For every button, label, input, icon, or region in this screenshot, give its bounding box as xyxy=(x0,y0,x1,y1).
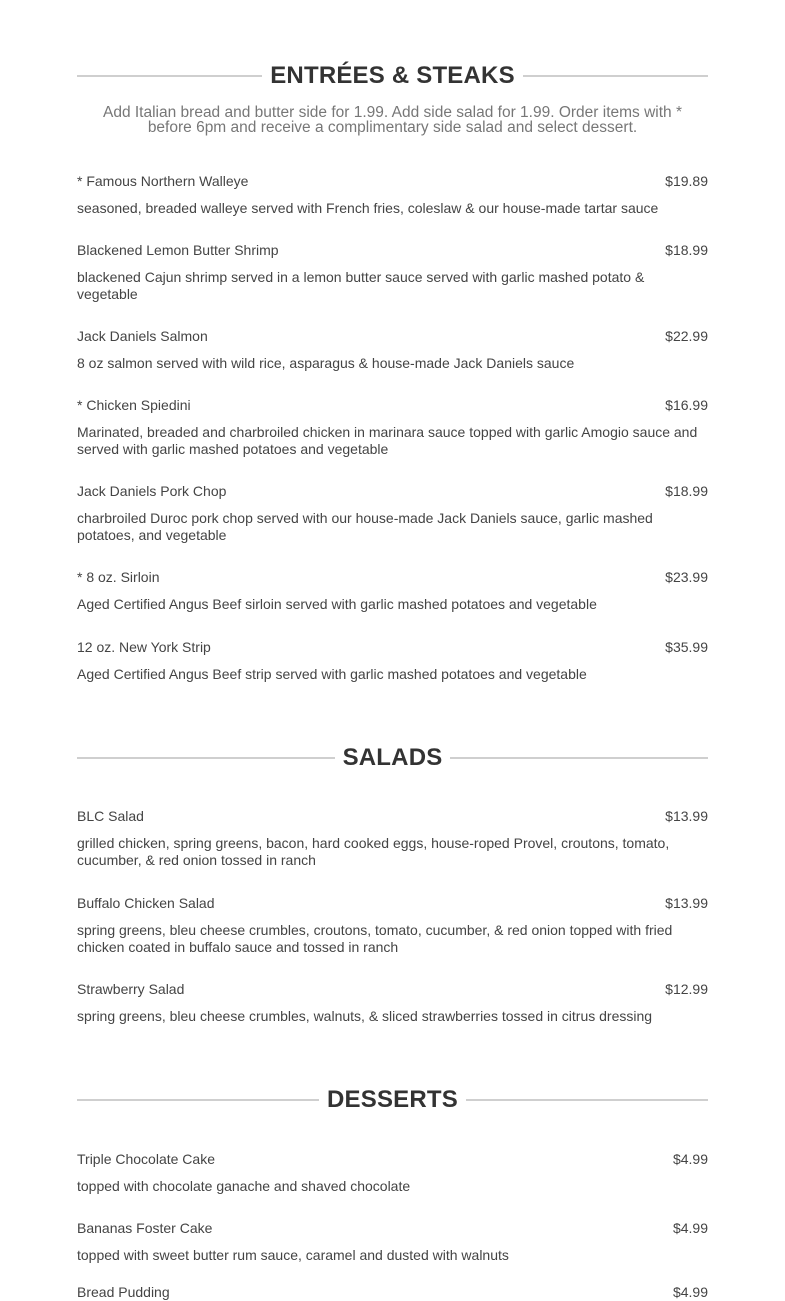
divider-left xyxy=(77,1099,319,1101)
item-price: $12.99 xyxy=(665,981,708,997)
divider-right xyxy=(523,75,708,77)
item-description: Aged Certified Angus Beef strip served with garlic mashed potatoes and vegetable xyxy=(77,666,587,682)
item-name: Strawberry Salad xyxy=(77,981,185,997)
item-description: charbroiled Duroc pork chop served with our house-made Jack Daniels sauce, garlic mashed potatoes, and vegetable xyxy=(77,510,653,543)
menu-item xyxy=(77,1220,708,1264)
menu-item xyxy=(77,328,708,372)
section-header xyxy=(77,61,708,91)
item-price: $13.99 xyxy=(665,895,708,911)
item-price: $22.99 xyxy=(665,328,708,344)
item-name: Blackened Lemon Butter Shrimp xyxy=(77,242,279,258)
item-name: Bread Pudding xyxy=(77,1284,170,1300)
item-description: spring greens, bleu cheese crumbles, walnuts, & sliced strawberries tossed in citrus dressing xyxy=(77,1008,653,1024)
menu-item xyxy=(77,173,708,217)
section-entrees xyxy=(77,61,708,135)
item-description: 8 oz salmon served with wild rice, asparagus & house-made Jack Daniels sauce xyxy=(77,355,575,371)
item-price: $23.99 xyxy=(665,569,708,585)
divider-right xyxy=(466,1099,708,1101)
item-price: $4.99 xyxy=(672,1284,708,1300)
item-price: $4.99 xyxy=(672,1151,708,1167)
section-salads xyxy=(77,743,708,773)
item-name: * Chicken Spiedini xyxy=(77,397,191,413)
menu-item xyxy=(77,639,708,683)
item-name: Jack Daniels Pork Chop xyxy=(77,483,227,499)
item-name: * 8 oz. Sirloin xyxy=(77,569,160,585)
item-price: $18.99 xyxy=(665,483,708,499)
section-header xyxy=(77,743,708,773)
item-description: spring greens, bleu cheese crumbles, croutons, tomato, cucumber, & red onion topped with fried chicken coated in buffalo sauce and tossed in ranch xyxy=(77,922,673,955)
item-price: $13.99 xyxy=(665,808,708,824)
item-name: Triple Chocolate Cake xyxy=(77,1151,215,1167)
menu-item xyxy=(77,808,708,869)
item-price: $16.99 xyxy=(665,397,708,413)
divider-left xyxy=(77,757,335,759)
menu-item xyxy=(77,981,708,1025)
item-description: seasoned, breaded walleye served with French fries, coleslaw & our house-made tartar sauce xyxy=(77,200,659,216)
item-description: blackened Cajun shrimp served in a lemon butter sauce served with garlic mashed potato & vegetable xyxy=(77,269,645,302)
section-desserts xyxy=(77,1085,708,1115)
item-price: $19.89 xyxy=(665,173,708,189)
item-price: $35.99 xyxy=(665,639,708,655)
section-title: DESSERTS xyxy=(327,1086,458,1113)
item-name: Bananas Foster Cake xyxy=(77,1220,213,1236)
section-title: ENTRÉES & STEAKS xyxy=(270,62,515,89)
section-header xyxy=(77,1085,708,1115)
menu-item xyxy=(77,397,708,458)
item-name: 12 oz. New York Strip xyxy=(77,639,211,655)
menu-item xyxy=(77,242,708,303)
section-note: Add Italian bread and butter side for 1.99. Add side salad for 1.99. Order items with * before 6pm and receive a complimentary side salad and select dessert. xyxy=(102,104,682,136)
item-name: * Famous Northern Walleye xyxy=(77,173,249,189)
item-price: $18.99 xyxy=(665,242,708,258)
item-description: grilled chicken, spring greens, bacon, hard cooked eggs, house-roped Provel, croutons, tomato, cucumber, & red onion tossed in ranch xyxy=(77,835,670,868)
divider-left xyxy=(77,75,262,77)
item-name: Buffalo Chicken Salad xyxy=(77,895,215,911)
menu-item xyxy=(77,569,708,613)
item-description: topped with sweet butter rum sauce, caramel and dusted with walnuts xyxy=(77,1247,509,1263)
menu-item xyxy=(77,895,708,956)
item-price: $4.99 xyxy=(672,1220,708,1236)
section-title: SALADS xyxy=(342,744,443,771)
menu-item xyxy=(77,483,708,544)
item-description: topped with chocolate ganache and shaved chocolate xyxy=(77,1178,411,1194)
item-description: Aged Certified Angus Beef sirloin served with garlic mashed potatoes and vegetable xyxy=(77,596,597,612)
item-name: BLC Salad xyxy=(77,808,144,824)
divider-right xyxy=(450,757,708,759)
menu-item xyxy=(77,1284,708,1301)
item-name: Jack Daniels Salmon xyxy=(77,328,208,344)
menu-item xyxy=(77,1151,708,1195)
item-description: Marinated, breaded and charbroiled chicken in marinara sauce topped with garlic Amogio sauce and served with garlic mashed potatoes and vegetable xyxy=(77,424,698,457)
